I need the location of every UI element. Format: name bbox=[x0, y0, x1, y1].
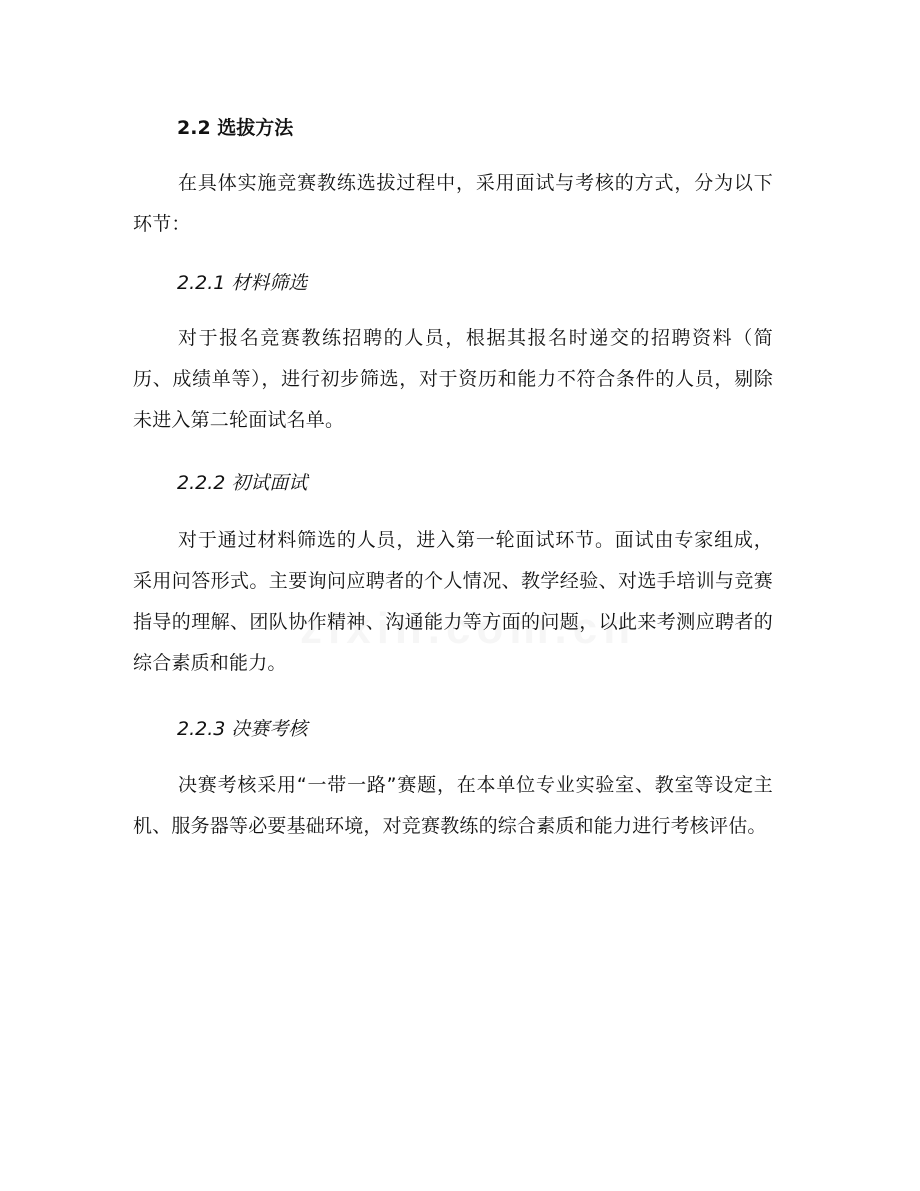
subsection-heading-1: 2.2.1 材料筛选 bbox=[177, 272, 308, 294]
subsection-paragraph-2: 对于通过材料筛选的人员，进入第一轮面试环节。面试由专家组成，采用问答形式。主要询问应聘者的个人情况、教学经验、对选手培训与竞赛指导的理解、团队协作精神、沟通能力等方面的问题，以此来考测应聘者的综合素质和能力。 bbox=[133, 529, 773, 674]
subsection-paragraph-1: 对于报名竞赛教练招聘的人员，根据其报名时递交的招聘资料（简历、成绩单等），进行初步筛选，对于资历和能力不符合条件的人员，剔除未进入第二轮面试名单。 bbox=[133, 327, 773, 431]
section-heading: 2.2 选拔方法 bbox=[177, 117, 294, 139]
subsection-paragraph-3: 决赛考核采用“一带一路”赛题，在本单位专业实验室、教室等设定主机、服务器等必要基础环境，对竞赛教练的综合素质和能力进行考核评估。 bbox=[133, 774, 773, 837]
intro-paragraph: 在具体实施竞赛教练选拔过程中，采用面试与考核的方式，分为以下环节： bbox=[133, 172, 773, 235]
subsection-heading-2: 2.2.2 初试面试 bbox=[177, 472, 308, 494]
watermark bbox=[300, 604, 636, 654]
subsection-heading-3: 2.2.3 决赛考核 bbox=[177, 718, 308, 740]
